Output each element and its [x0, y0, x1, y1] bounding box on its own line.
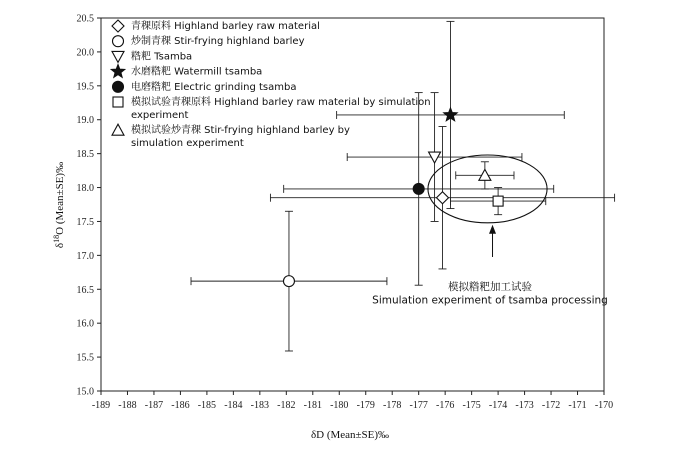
legend-item-6 [112, 123, 350, 149]
annotation-arrowhead [489, 225, 496, 234]
legend-label: 糌粑 Tsamba [131, 51, 193, 63]
y-tick-label: 19.5 [76, 81, 94, 93]
series-0 [270, 127, 614, 269]
legend-marker [113, 97, 123, 107]
data-point [479, 169, 491, 180]
legend-item-1 [113, 34, 305, 47]
legend-item-0 [112, 19, 320, 32]
legend-item-2 [112, 49, 192, 62]
x-tick-label: -180 [330, 400, 349, 411]
legend-label: 青稞原料 Highland barley raw material [131, 21, 320, 32]
x-tick-label: -183 [250, 400, 270, 411]
x-tick-label: -171 [568, 400, 587, 411]
series-6 [456, 162, 514, 189]
data-point [429, 152, 441, 163]
y-axis-label: $\delta^{18}O$ (Mean±SE)‰ [52, 161, 66, 249]
data-point [413, 183, 424, 194]
x-axis-label: δD (Mean±SE)‰ [310, 429, 390, 441]
y-tick-label: 18.5 [76, 149, 94, 161]
x-tick-label: -189 [91, 400, 111, 411]
x-tick-label: -188 [118, 400, 137, 411]
legend-label: 炒制青稞 Stir-frying highland barley [131, 36, 305, 48]
x-tick-label: -170 [594, 400, 614, 411]
legend-label: 模拟试验青稞原料 Highland barley raw material by simulation [131, 97, 431, 108]
y-tick-label: 18.0 [76, 183, 94, 195]
x-tick-label: -181 [303, 400, 322, 411]
legend-label: 电磨糌粑 Electric grinding tsamba [131, 81, 297, 93]
x-tick-label: -176 [435, 400, 455, 411]
y-tick-label: 15.0 [76, 386, 94, 398]
x-tick-label: -178 [383, 400, 402, 411]
y-tick-label: 20.5 [76, 13, 94, 25]
legend-item-5 [113, 95, 431, 121]
x-tick-label: -177 [409, 400, 428, 411]
x-tick-label: -186 [171, 400, 190, 411]
x-tick-label: -175 [462, 400, 481, 411]
data-point [283, 276, 294, 287]
y-tick-label: 16.5 [76, 284, 94, 296]
data-point [493, 196, 503, 206]
data-point [437, 192, 449, 204]
legend-label: experiment [131, 110, 189, 121]
x-tick-label: -185 [197, 400, 217, 411]
legend-label: 模拟试验炒青稞 Stir-frying highland barley by [131, 125, 350, 137]
y-tick-label: 15.5 [76, 352, 94, 364]
y-tick-label: 16.0 [76, 318, 94, 330]
legend-label: simulation experiment [131, 138, 244, 150]
legend-label: 水磨糌粑 Watermill tsamba [131, 66, 263, 78]
x-tick-label: -182 [277, 400, 296, 411]
annotation-label: Simulation experiment of tsamba processing [372, 294, 608, 307]
series-4 [284, 93, 554, 286]
x-tick-label: -172 [541, 400, 561, 411]
y-tick-label: 19.0 [76, 115, 94, 127]
legend-marker [113, 36, 124, 47]
series-1 [191, 211, 387, 351]
legend-item-3 [111, 65, 262, 78]
x-tick-label: -173 [515, 400, 534, 411]
legend-marker [113, 81, 124, 92]
x-tick-label: -184 [224, 400, 243, 411]
y-tick-label: 17.5 [76, 216, 94, 228]
series-5 [450, 188, 545, 215]
x-tick-label: -174 [488, 400, 508, 411]
legend-marker [111, 65, 124, 78]
legend-item-4 [113, 80, 297, 93]
x-tick-label: -187 [144, 400, 164, 411]
annotation-label: 模拟糌粑加工试验 [448, 281, 532, 293]
legend-marker [112, 20, 124, 32]
legend-marker [112, 51, 124, 62]
y-tick-label: 17.0 [76, 250, 94, 262]
series-3 [337, 21, 565, 208]
legend-marker [112, 124, 124, 135]
legend [111, 19, 430, 149]
x-tick-label: -179 [356, 400, 375, 411]
y-tick-label: 20.0 [76, 47, 94, 59]
